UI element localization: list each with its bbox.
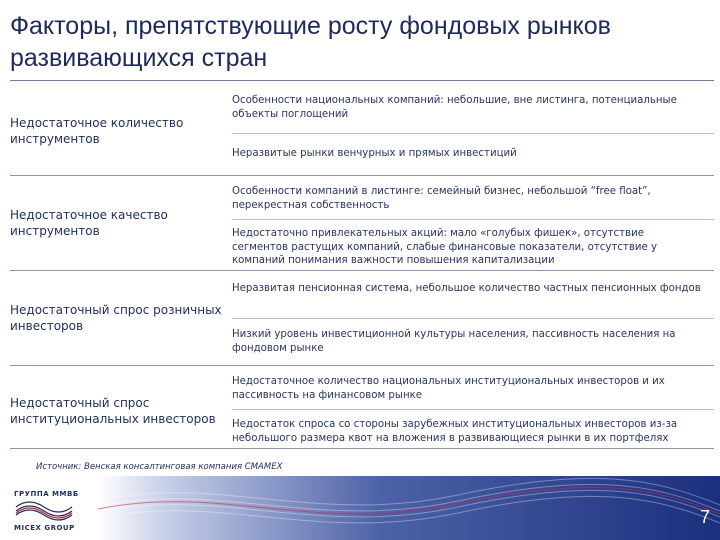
factor-4-detail-2: Недостаток спроса со стороны зарубежных институциональных инвесторов из-за небольшого размера квот на вложения в развивающиеся рынки в их портфелях xyxy=(232,419,678,444)
source-note: Источник: Венская консалтинговая компания CMAMEX xyxy=(36,462,283,472)
logo-mark-icon xyxy=(14,501,74,521)
row-divider-2 xyxy=(10,270,714,271)
row-divider-4 xyxy=(10,448,714,449)
factor-3-detail-2: Низкий уровень инвестиционной культуры населения, пассивность населения на фондовом рынке xyxy=(232,329,676,354)
factor-3-label: Недостаточный спрос розничных инвесторов xyxy=(10,303,222,333)
row-divider-3 xyxy=(10,365,714,366)
logo xyxy=(0,476,98,540)
factor-1-detail-2: Неразвитые рынки венчурных и прямых инвестиций xyxy=(232,148,517,159)
factor-2-detail-2: Недостаточно привлекательных акций: мало «голубых фишек», отсутствие сегментов растущих компаний, слабые финансовые показатели, отсутствие у компаний понимания важности повышения капитализации xyxy=(232,228,658,266)
wave-decoration-icon xyxy=(98,476,720,540)
factor-3-detail-1: Неразвитая пенсионная система, небольшое количество частных пенсионных фондов xyxy=(232,283,701,294)
factor-4-label: Недостаточный спрос институциональных инвесторов xyxy=(10,396,216,426)
page-title: Факторы, препятствующие росту фондовых рынков развивающихся стран xyxy=(10,12,611,72)
factor-1-detail-1: Особенности национальных компаний: небольшие, вне листинга, потенциальные объекты поглощений xyxy=(232,95,677,120)
factor-2-sub-divider xyxy=(232,219,714,220)
title-divider xyxy=(10,80,714,81)
factor-3-sub-divider xyxy=(232,318,714,319)
logo-text-top: ГРУППА ММВБ xyxy=(14,490,79,498)
factor-1-sub-divider xyxy=(232,133,714,134)
page-number: 7 xyxy=(699,507,710,527)
row-divider-1 xyxy=(10,175,714,176)
footer-band xyxy=(98,476,720,540)
footer xyxy=(0,476,720,540)
factor-1-label: Недостаточное количество инструментов xyxy=(10,116,184,146)
factor-4-sub-divider xyxy=(232,409,714,410)
factor-4-detail-1: Недостаточное количество национальных институциональных инвесторов и их пассивность на финансовом рынке xyxy=(232,376,665,401)
logo-text-bottom: MICEX GROUP xyxy=(14,524,75,532)
factor-2-detail-1: Особенности компаний в листинге: семейный бизнес, небольшой “free float”, перекрестная собственность xyxy=(232,186,651,211)
factor-2-label: Недостаточное качество инструментов xyxy=(10,208,168,238)
